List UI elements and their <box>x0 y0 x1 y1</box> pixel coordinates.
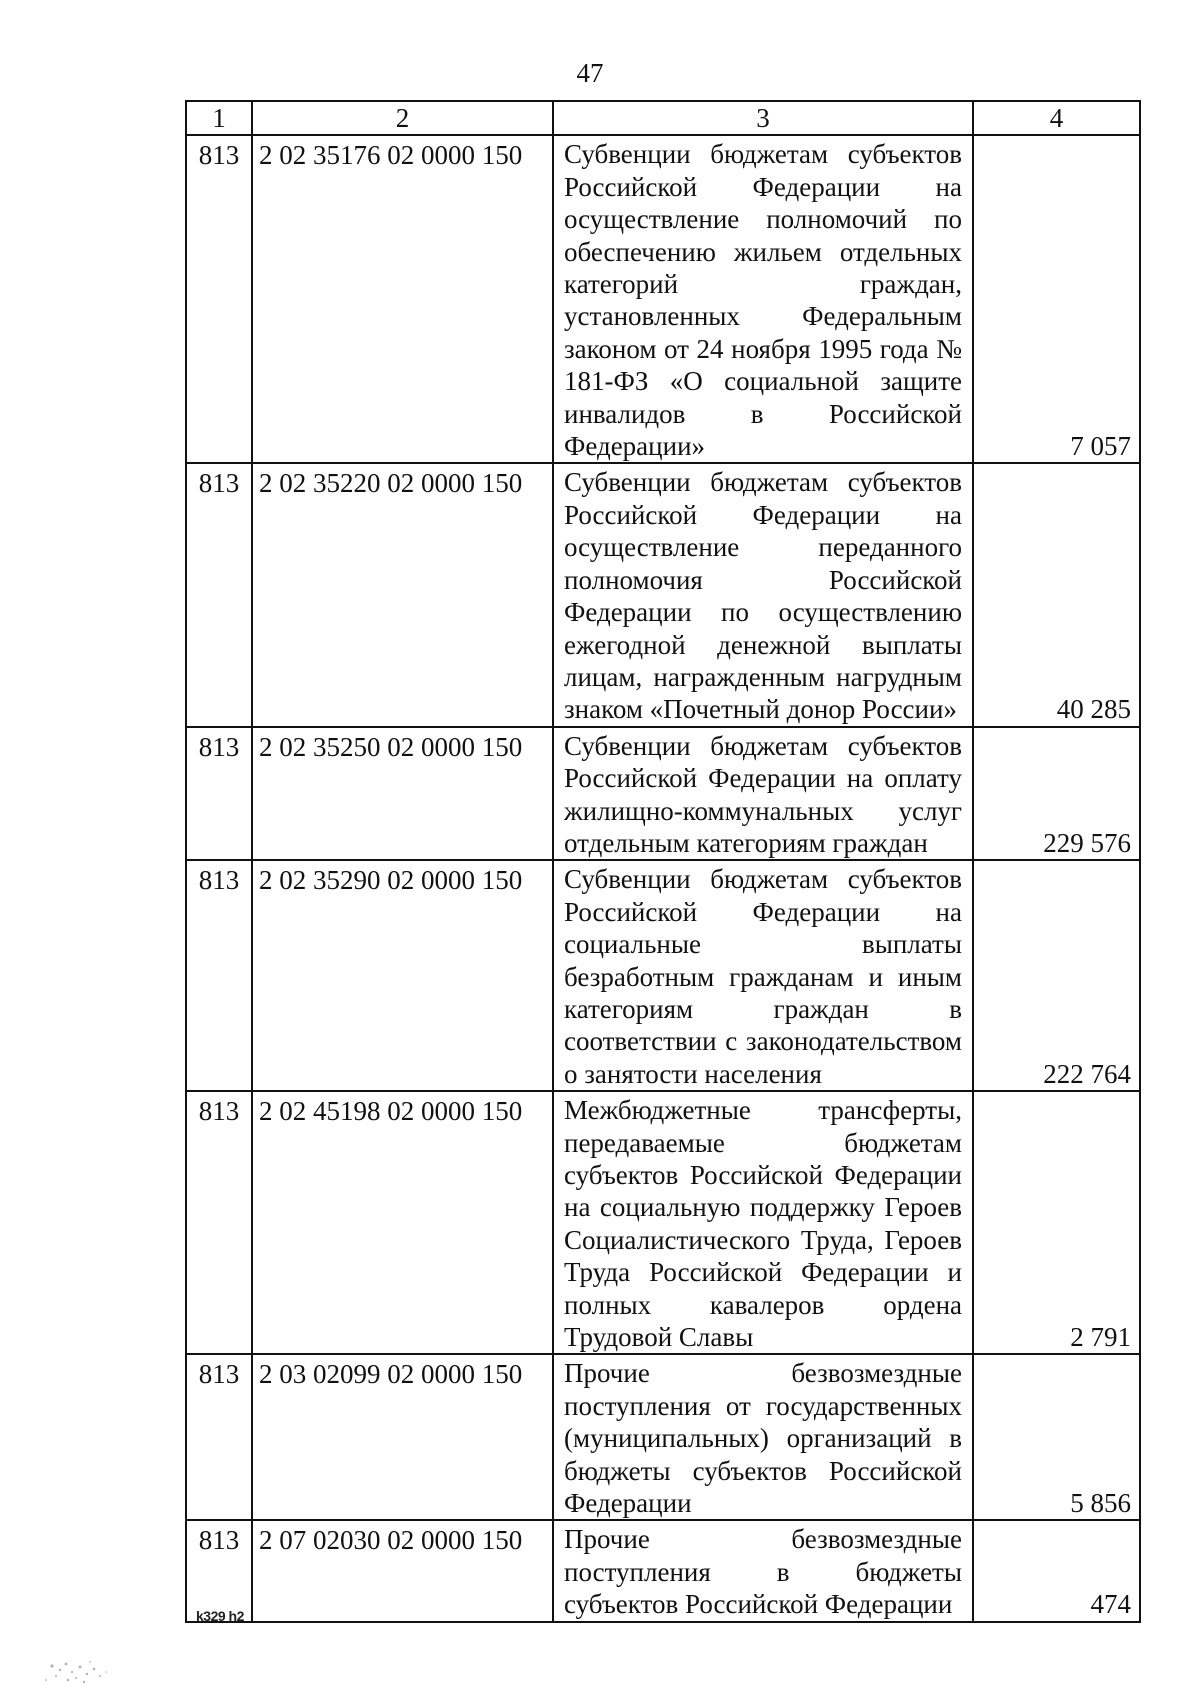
amount-cell: 5 856 <box>973 1354 1140 1520</box>
description-cell: Прочие безвозмездные поступления от государственных (муниципальных) организаций в бюджеты субъектов Российской Федерации <box>553 1354 973 1520</box>
budget-code-cell: 2 02 35176 02 0000 150 <box>252 135 553 463</box>
column-header-3: 3 <box>553 101 973 135</box>
amount-cell: 2 791 <box>973 1091 1140 1354</box>
admin-code-cell: 813 <box>186 860 252 1091</box>
amount-cell: 222 764 <box>973 860 1140 1091</box>
budget-code-cell: 2 02 35250 02 0000 150 <box>252 727 553 861</box>
budget-code-cell: 2 03 02099 02 0000 150 <box>252 1354 553 1520</box>
amount-cell: 474 <box>973 1520 1140 1621</box>
column-header-2: 2 <box>252 101 553 135</box>
table-header <box>186 101 1140 135</box>
column-header-4: 4 <box>973 101 1140 135</box>
page-number: 47 <box>576 58 604 88</box>
admin-code-cell: 813 <box>186 727 252 861</box>
table-row <box>186 1520 1140 1621</box>
budget-revenue-table <box>185 100 1141 1623</box>
column-header-1: 1 <box>186 101 252 135</box>
description-cell: Субвенции бюджетам субъектов Российской Федерации на оплату жилищно-коммунальных услуг отдельным категориям граждан <box>553 727 973 861</box>
table-row <box>186 727 1140 861</box>
admin-code-cell: 813 <box>186 135 252 463</box>
budget-code-cell: 2 02 45198 02 0000 150 <box>252 1091 553 1354</box>
table-row <box>186 860 1140 1091</box>
budget-code-cell: 2 02 35290 02 0000 150 <box>252 860 553 1091</box>
amount-cell: 229 576 <box>973 727 1140 861</box>
table-row <box>186 1091 1140 1354</box>
table-body <box>186 135 1140 1621</box>
description-cell: Межбюджетные трансферты, передаваемые бюджетам субъектов Российской Федерации на социальную поддержку Героев Социалистического Труда, Героев Труда Российской Федерации и полных кавалеров ордена Трудовой Славы <box>553 1091 973 1354</box>
header-row <box>186 101 1140 135</box>
description-cell: Субвенции бюджетам субъектов Российской Федерации на социальные выплаты безработным гражданам и иным категориям граждан в соответствии с законодательством о занятости населения <box>553 860 973 1091</box>
budget-code-cell: 2 02 35220 02 0000 150 <box>252 463 553 726</box>
description-cell: Прочие безвозмездные поступления в бюджеты субъектов Российской Федерации <box>553 1520 973 1621</box>
budget-code-cell: 2 07 02030 02 0000 150 <box>252 1520 553 1621</box>
amount-cell: 7 057 <box>973 135 1140 463</box>
document-code: k329 h2 <box>196 1608 244 1624</box>
description-cell: Субвенции бюджетам субъектов Российской Федерации на осуществление переданного полномочия Российской Федерации по осуществлению ежегодной денежной выплаты лицам, награжденным нагрудным знаком «Почетный донор России» <box>553 463 973 726</box>
table-row <box>186 135 1140 463</box>
amount-cell: 40 285 <box>973 463 1140 726</box>
admin-code-cell: 813 <box>186 1354 252 1520</box>
table-row <box>186 463 1140 726</box>
table-row <box>186 1354 1140 1520</box>
admin-code-cell: 813 <box>186 1091 252 1354</box>
description-cell: Субвенции бюджетам субъектов Российской Федерации на осуществление полномочий по обеспечению жильем отдельных категорий граждан, установленных Федеральным законом от 24 ноября 1995 года № 181-ФЗ «О социальной защите инвалидов в Российской Федерации» <box>553 135 973 463</box>
admin-code-cell: 813 <box>186 1520 252 1621</box>
admin-code-cell: 813 <box>186 463 252 726</box>
scan-noise-mark <box>10 1636 130 1686</box>
